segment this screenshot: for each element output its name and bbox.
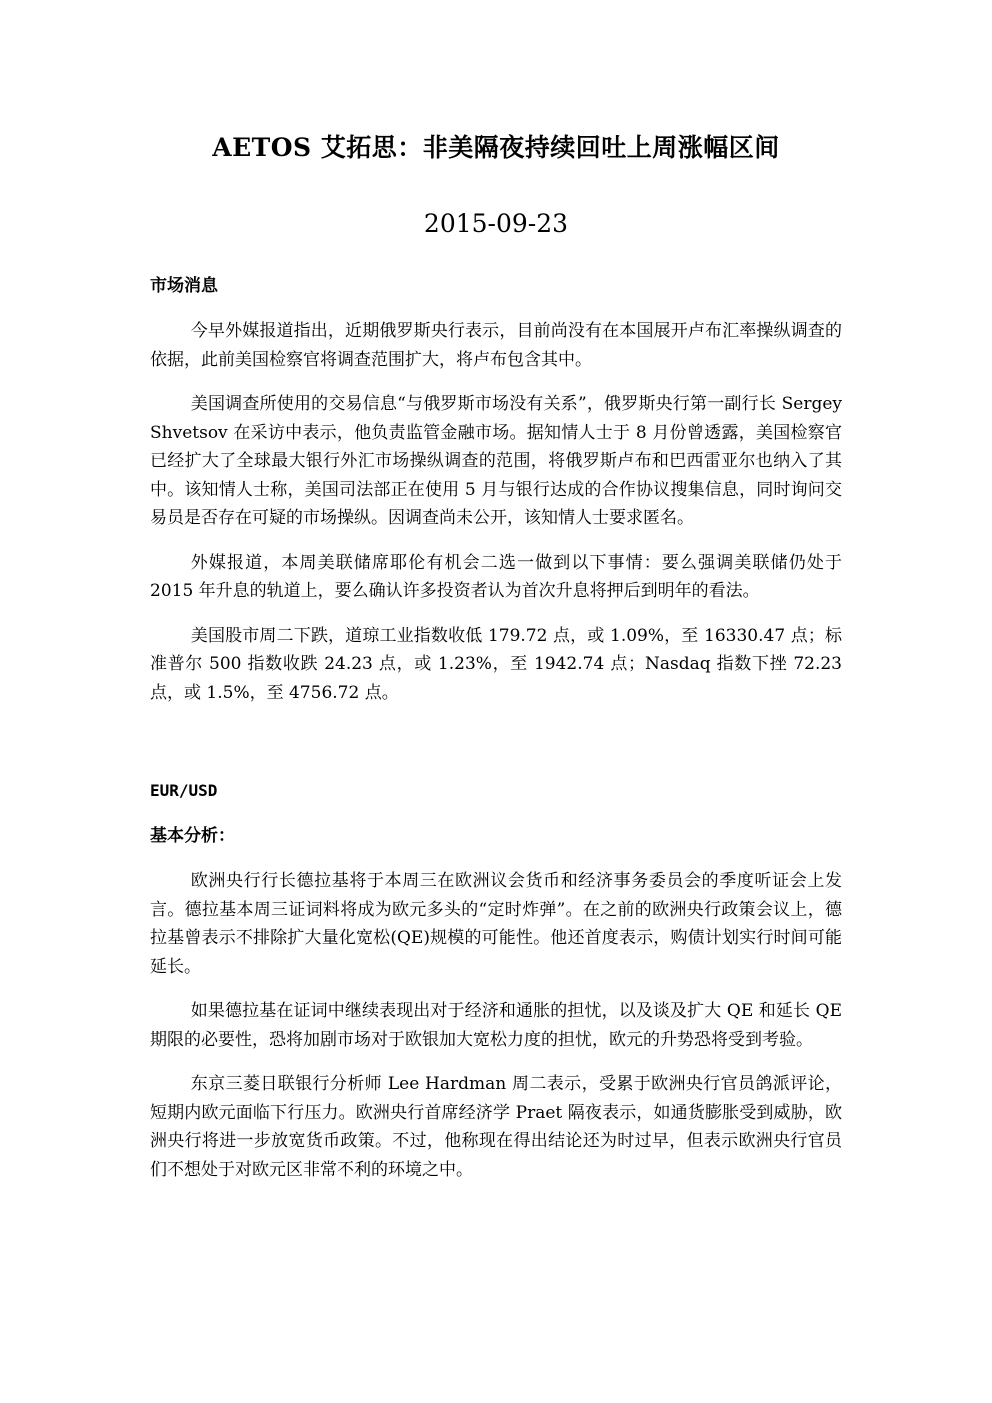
paragraph: 美国股市周二下跌，道琼工业指数收低 179.72 点，或 1.09%，至 16330.47 点；标准普尔 500 指数收跌 24.23 点，或 1.23%，至 1942.74 点；Nasdaq 指数下挫 72.23 点，或 1.5%，至 4756.72 点。	[150, 625, 842, 703]
currency-pair-label: EUR/USD	[150, 781, 218, 800]
section-spacer	[150, 723, 842, 777]
paragraph: 外媒报道，本周美联储席耶伦有机会二选一做到以下事情：要么强调美联储仍处于 2015 年升息的轨道上，要么确认许多投资者认为首次升息将押后到明年的看法。	[150, 552, 842, 601]
paragraph: 美国调查所使用的交易信息“与俄罗斯市场没有关系”，俄罗斯央行第一副行长 Sergey Shvetsov 在采访中表示，他负责监管金融市场。据知情人士于 8 月份曾透露，美国检察官已经扩大了全球最大银行外汇市场操纵调查的范围，将俄罗斯卢布和巴西雷亚尔也纳入了其中。该知情人士称，美国司法部正在使用 5 月与银行达成的合作协议搜集信息，同时询问交易员是否存在可疑的市场操纵。因调查尚未公开，该知情人士要求匿名。	[150, 394, 842, 528]
document-title: AETOS 艾拓思：非美隔夜持续回吐上周涨幅区间	[212, 133, 780, 162]
paragraph: 欧洲央行行长德拉基将于本周三在欧洲议会货币和经济事务委员会的季度听证会上发言。德拉基本周三证词料将成为欧元多头的“定时炸弹”。在之前的欧洲央行政策会议上，德拉基曾表示不排除扩大量化宽松(QE)规模的可能性。他还首度表示，购债计划实行时间可能延长。	[150, 871, 842, 977]
section-heading-fundamental-analysis: 基本分析：	[150, 826, 235, 846]
paragraph: 东京三菱日联银行分析师 Lee Hardman 周二表示，受累于欧洲央行官员鸽派评论，短期内欧元面临下行压力。欧洲央行首席经济学 Praet 隔夜表示，如通货膨胀受到威胁，欧洲央行将进一步放宽货币政策。不过，他称现在得出结论还为时过早，但表示欧洲央行官员们不想处于对欧元区非常不利的环境之中。	[150, 1074, 842, 1180]
paragraph: 如果德拉基在证词中继续表现出对于经济和通胀的担忧，以及谈及扩大 QE 和延长 QE 期限的必要性，恐将加剧市场对于欧银加大宽松力度的担忧，欧元的升势恐将受到考验。	[150, 1001, 842, 1050]
document-date: 2015-09-23	[423, 209, 569, 238]
paragraph: 今早外媒报道指出，近期俄罗斯央行表示，目前尚没有在本国展开卢布汇率操纵调查的依据，此前美国检察官将调查范围扩大，将卢布包含其中。	[150, 321, 842, 370]
section-heading-market-news: 市场消息	[150, 276, 218, 296]
